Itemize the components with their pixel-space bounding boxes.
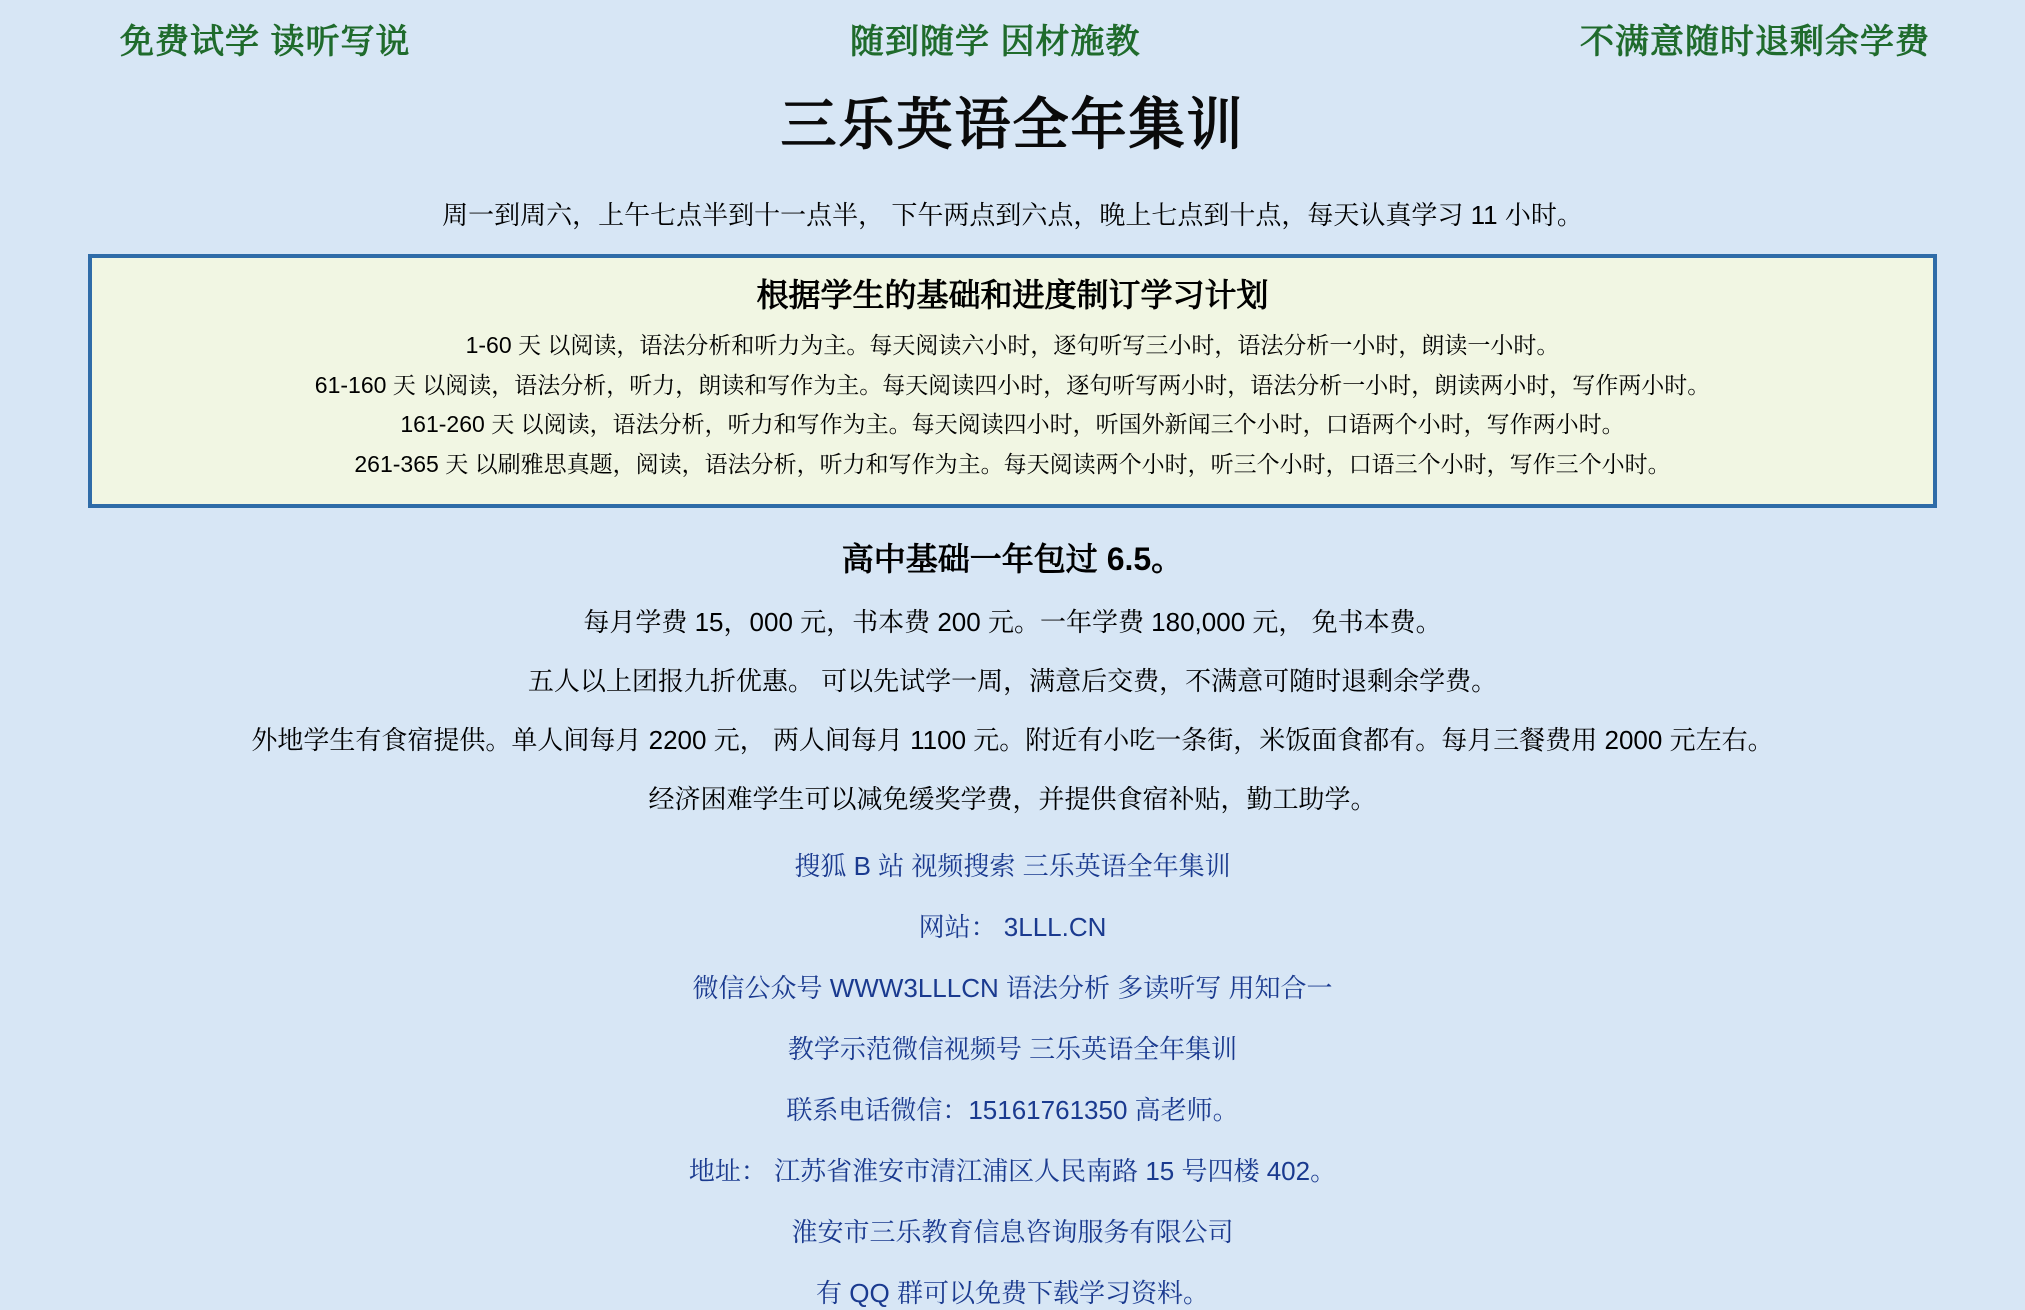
study-plan-line: 261-365 天 以刷雅思真题，阅读，语法分析，听力和写作为主。每天阅读两个小时，听三个小时，口语三个小时，写作三个小时。 [354,450,1671,477]
study-plan-title: 根据学生的基础和进度制订学习计划 [756,277,1269,313]
wechat-channel-line: 教学示范微信视频号 三乐英语全年集训 [787,1034,1238,1065]
study-plan-box [88,254,1937,508]
slogan-refund-policy: 不满意随时退剩余学费 [1580,23,1930,61]
study-plan-line: 161-260 天 以阅读，语法分析，听力和写作为主。每天阅读四小时，听国外新闻三个小时，口语两个小时，写作两小时。 [400,411,1625,438]
study-plan-line: 61-160 天 以阅读，语法分析，听力，朗读和写作为主。每天阅读四小时，逐句听写两小时，语法分析一小时，朗读两小时，写作两小时。 [314,371,1711,398]
slogan-flexible-enrollment: 随到随学 因材施教 [850,23,1141,61]
address-line: 地址： 江苏省淮安市清江浦区人民南路 15 号四楼 402。 [688,1156,1337,1187]
page-title: 三乐英语全年集训 [780,93,1245,156]
website-line[interactable]: 网站： 3LLL.CN [918,912,1107,943]
schedule-text: 周一到周六，上午七点半到十一点半， 下午两点到六点，晚上七点到十点，每天认真学习 11 小时。 [442,200,1583,230]
tuition-fee-line: 每月学费 15，000 元，书本费 200 元。一年学费 180,000 元， 免书本费。 [583,607,1442,638]
phone-wechat-line: 联系电话微信：15161761350 高老师。 [786,1095,1239,1126]
qq-group-line: 有 QQ 群可以免费下载学习资料。 [816,1278,1209,1309]
financial-aid-line: 经济困难学生可以减免缓奖学费，并提供食宿补贴，勤工助学。 [648,784,1377,815]
slogan-row [0,0,2025,63]
slogan-free-trial: 免费试学 读听写说 [120,23,411,61]
video-platform-line: 搜狐 B 站 视频搜索 三乐英语全年集训 [794,851,1231,882]
score-guarantee-text: 高中基础一年包过 6.5。 [841,541,1184,578]
group-discount-line: 五人以上团报九折优惠。 可以先试学一周，满意后交费，不满意可随时退剩余学费。 [527,666,1498,697]
company-name-line: 淮安市三乐教育信息咨询服务有限公司 [791,1217,1234,1248]
wechat-official-account-line: 微信公众号 WWW3LLLCN 语法分析 多读听写 用知合一 [692,973,1333,1004]
study-plan-line: 1-60 天 以阅读，语法分析和听力为主。每天阅读六小时，逐句听写三小时，语法分析一小时，朗读一小时。 [465,332,1560,358]
accommodation-line: 外地学生有食宿提供。单人间每月 2200 元， 两人间每月 1100 元。附近有小吃一条街，米饭面食都有。每月三餐费用 2000 元左右。 [251,725,1774,756]
